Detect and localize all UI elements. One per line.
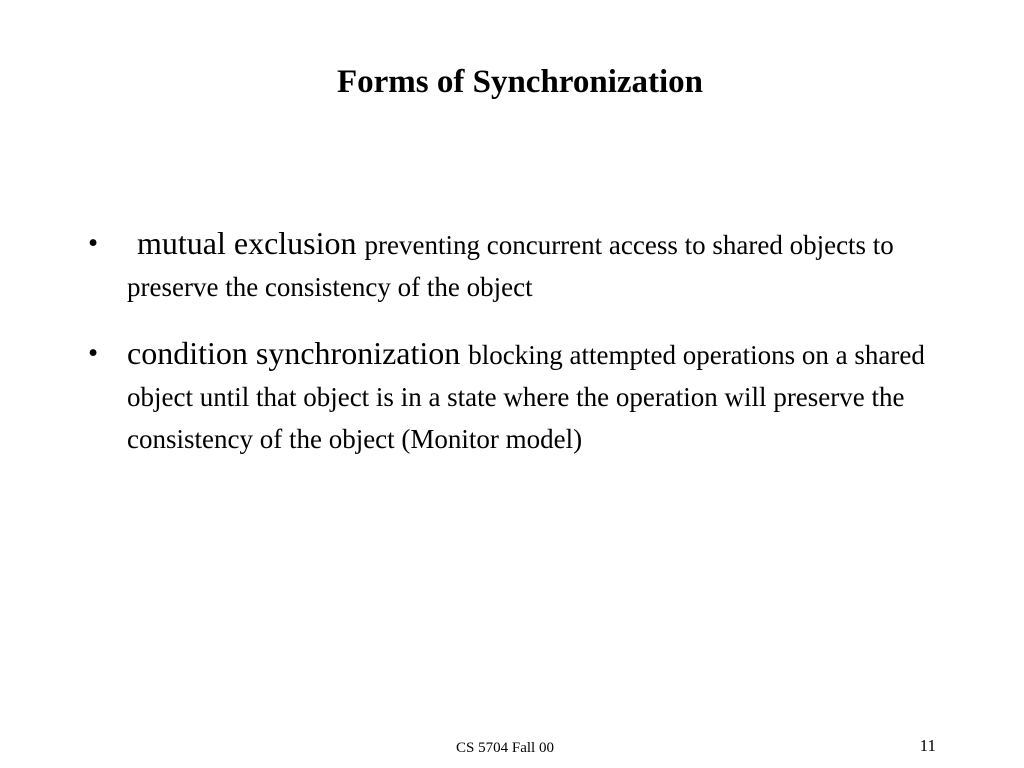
bullet-term: mutual exclusion xyxy=(137,225,357,261)
page-number: 11 xyxy=(919,736,936,755)
bullet-list xyxy=(88,222,948,460)
bullet-item-mutual-exclusion xyxy=(88,222,948,308)
bullet-text xyxy=(127,222,948,308)
bullet-description: blocking attempted operations on a shared object until that object is in a state where the operation will preserve the consistency of the object (Monitor model) xyxy=(127,340,925,454)
bullet-text xyxy=(127,332,948,460)
bullet-item-condition-synchronization xyxy=(88,332,948,460)
bullet-term: condition synchronization xyxy=(127,335,461,371)
footer-text: CS 5704 Fall 00 xyxy=(456,740,554,756)
bullet-marker: • xyxy=(88,227,99,259)
bullet-description: preventing concurrent access to shared objects to preserve the consistency of the object xyxy=(127,230,894,302)
bullet-marker: • xyxy=(88,337,99,369)
slide-title: Forms of Synchronization xyxy=(336,64,704,100)
